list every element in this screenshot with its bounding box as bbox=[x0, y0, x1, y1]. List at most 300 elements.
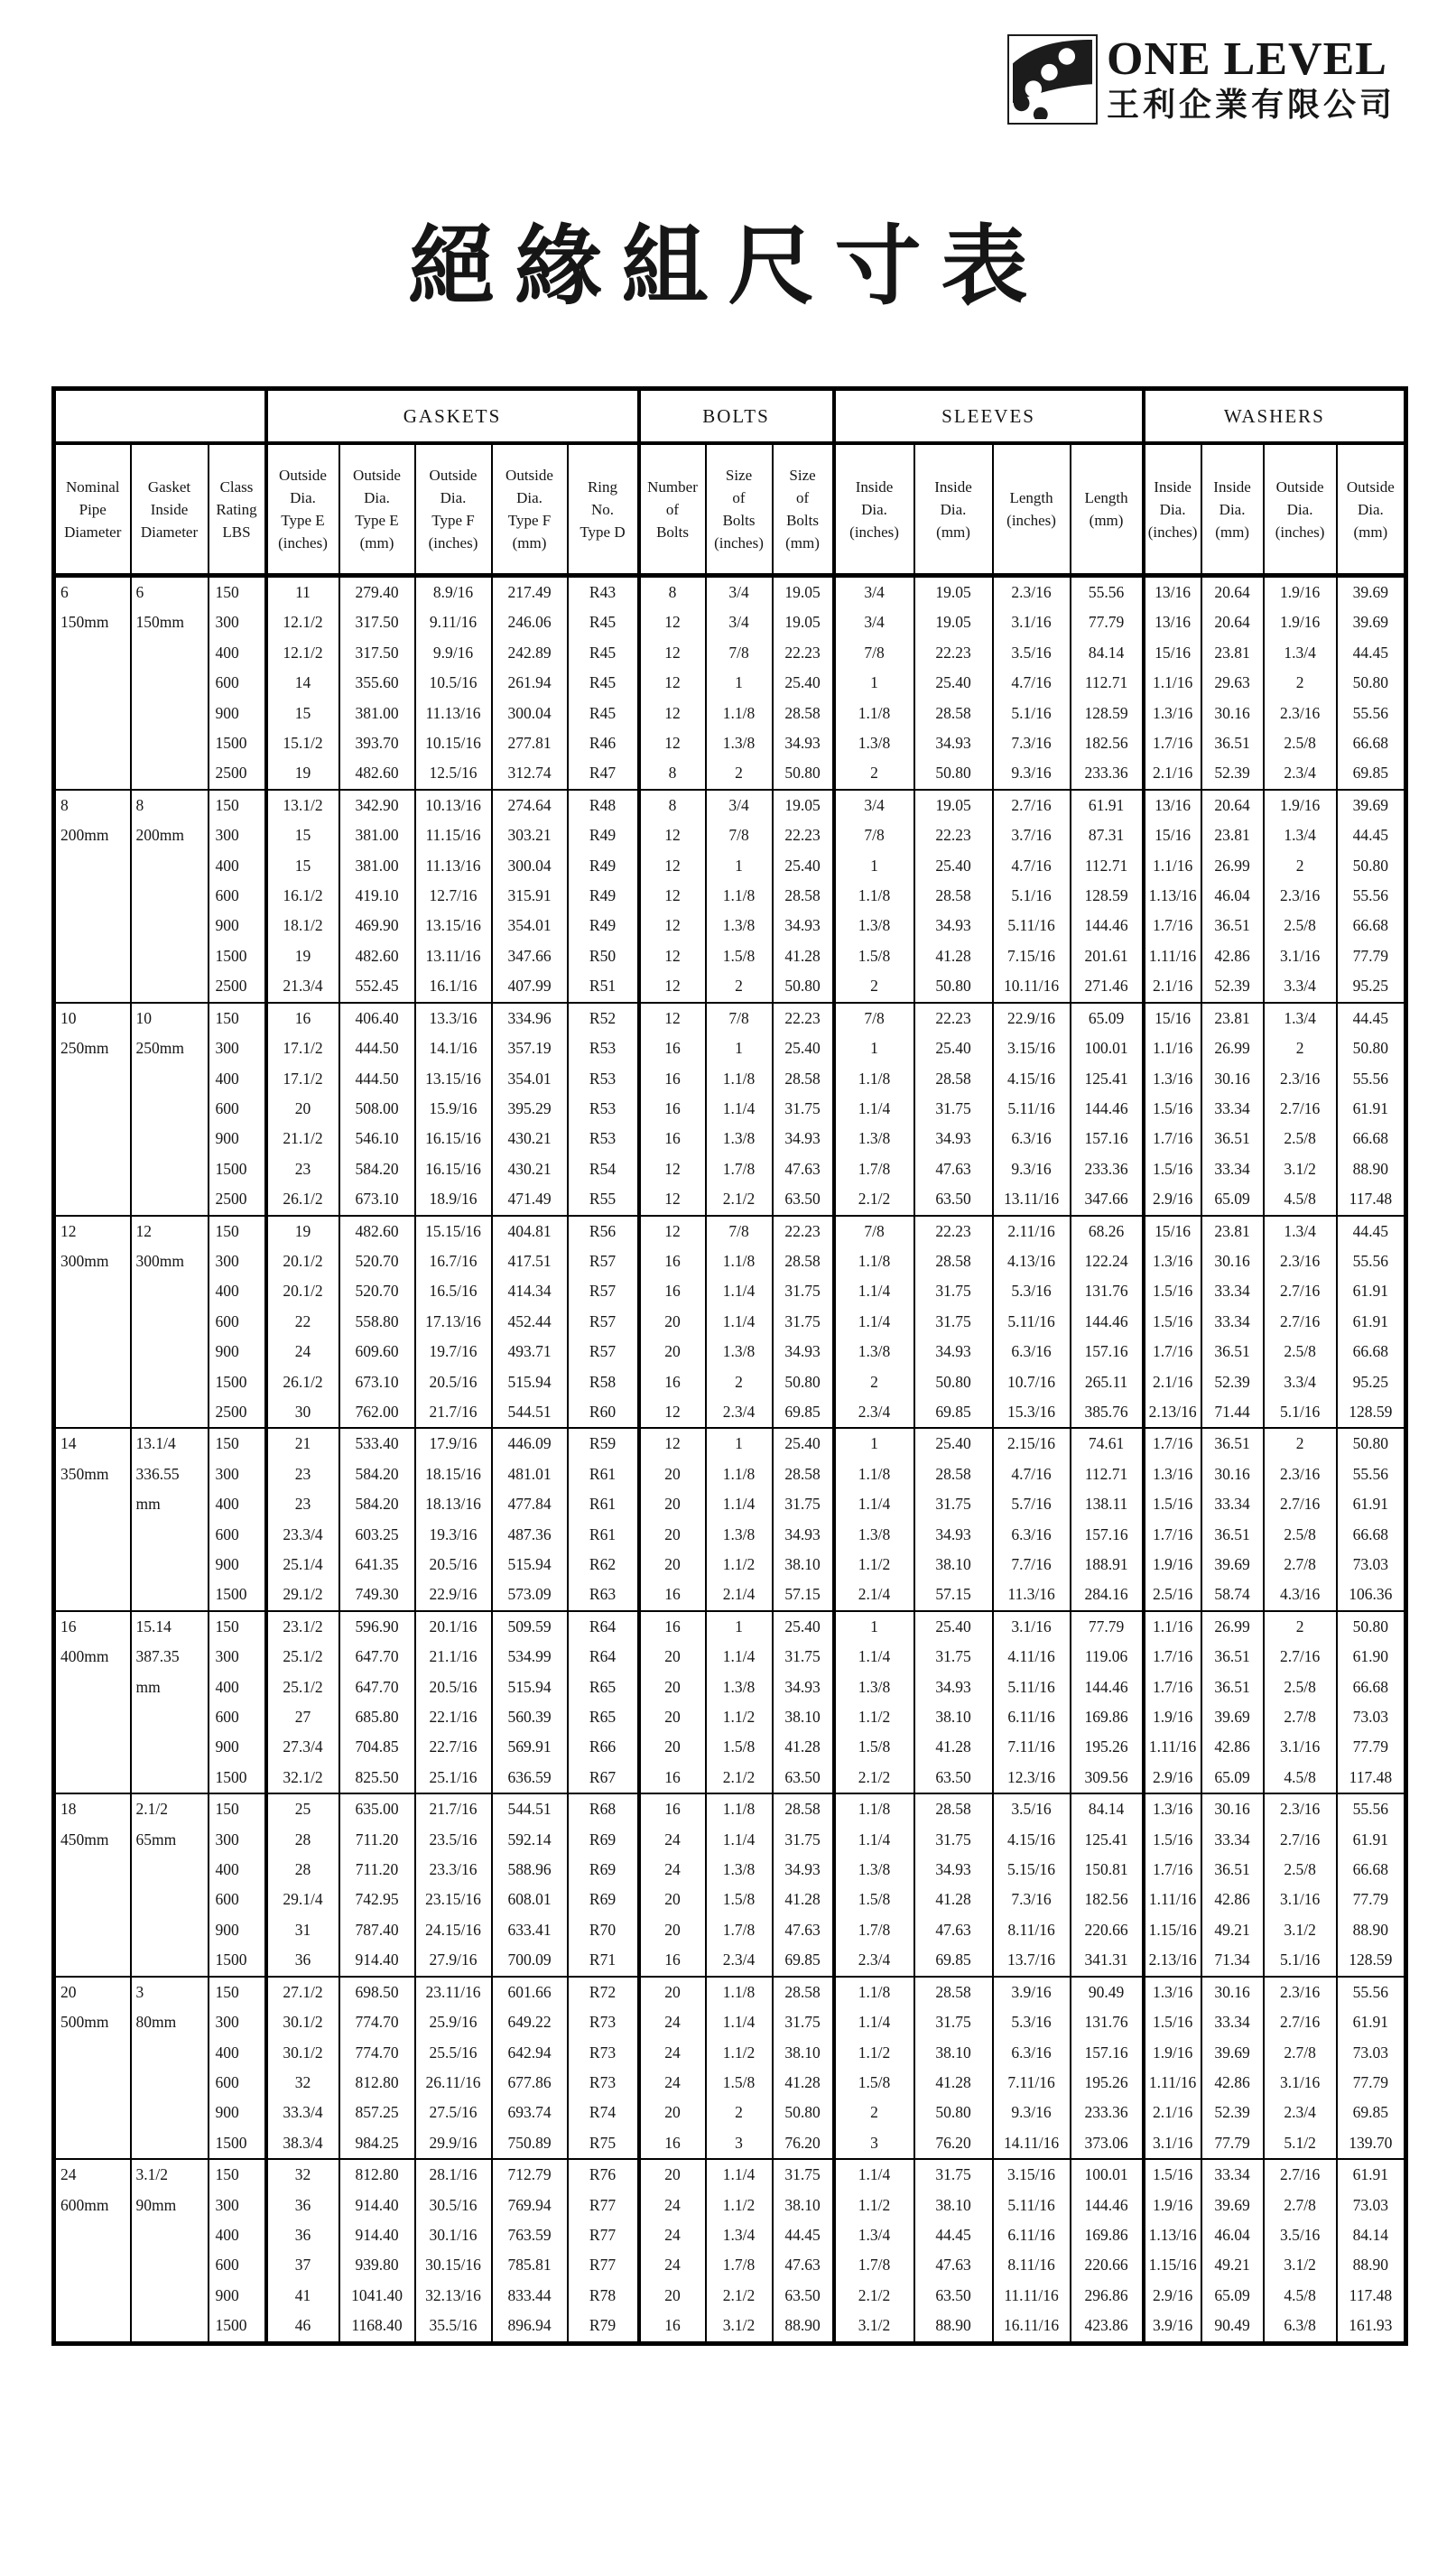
cell-value: 1.5/8 bbox=[858, 1890, 891, 1909]
cell-value: 22.23 bbox=[784, 826, 821, 845]
cell-value: 20 bbox=[664, 2285, 681, 2304]
cell-value: 400 bbox=[215, 1860, 239, 1879]
insulation-kit-dimension-table bbox=[51, 386, 1408, 2346]
cell-value: 1.3/16 bbox=[1152, 1251, 1193, 1270]
cell-value: R59 bbox=[589, 1434, 617, 1453]
cell-value: 584.20 bbox=[355, 1464, 399, 1483]
cell-value: 41.28 bbox=[935, 2072, 971, 2091]
column-header-line: Nominal bbox=[66, 477, 120, 496]
cell-value: 15.15/16 bbox=[425, 1221, 481, 1240]
cell-value: 32.1/2 bbox=[283, 1767, 323, 1786]
cell-value: 20 bbox=[664, 1677, 681, 1696]
cell-value: 8.11/16 bbox=[1007, 2256, 1055, 2275]
cell-value: 500mm bbox=[60, 2013, 109, 2032]
cell-value: 10.7/16 bbox=[1007, 1372, 1056, 1391]
column-header bbox=[1337, 443, 1406, 576]
cell-value: 157.16 bbox=[1084, 1342, 1128, 1361]
column-header-line: Dia. bbox=[290, 489, 316, 506]
column-header-line: Inside bbox=[934, 477, 972, 496]
cell-value: 400 bbox=[215, 856, 239, 875]
data-cell bbox=[1144, 1428, 1201, 1610]
column-header-line: Rating bbox=[216, 500, 257, 518]
cell-value: 50.80 bbox=[784, 764, 821, 783]
cell-value: R61 bbox=[589, 1464, 617, 1483]
data-cell bbox=[1144, 2159, 1201, 2343]
cell-value: 3/4 bbox=[864, 795, 885, 814]
column-header-line: Outside bbox=[353, 467, 401, 484]
cell-value: 10.11/16 bbox=[1004, 977, 1060, 996]
cell-value: 1500 bbox=[215, 734, 247, 753]
cell-value: 649.22 bbox=[507, 2013, 552, 2032]
cell-value: 601.66 bbox=[507, 1982, 552, 2001]
cell-value: 33.34 bbox=[1214, 1098, 1250, 1117]
cell-value: 38.10 bbox=[784, 2043, 821, 2062]
cell-value: 300 bbox=[215, 1039, 239, 1058]
cell-value: 20 bbox=[664, 1920, 681, 1939]
cell-value: mm bbox=[135, 1677, 161, 1696]
cell-value: 21.1/2 bbox=[283, 1129, 323, 1148]
cell-value: 8 bbox=[135, 795, 144, 814]
cell-value: 12 bbox=[664, 886, 681, 905]
cell-value: 3.15/16 bbox=[1007, 1039, 1056, 1058]
data-cell bbox=[639, 1793, 706, 1976]
cell-value: 33.34 bbox=[1214, 1495, 1250, 1514]
cell-value: 400 bbox=[215, 1282, 239, 1301]
cell-value: R60 bbox=[589, 1402, 617, 1421]
cell-value: 2.7/8 bbox=[1284, 1708, 1316, 1727]
cell-value: R77 bbox=[589, 2256, 617, 2275]
cell-value: 900 bbox=[215, 1129, 239, 1148]
cell-value: 600 bbox=[215, 1890, 239, 1909]
cell-value: 704.85 bbox=[355, 1737, 399, 1756]
cell-value: 50.80 bbox=[784, 2103, 821, 2122]
company-logo bbox=[1007, 34, 1396, 125]
class-rating-cell bbox=[209, 1793, 266, 1976]
cell-value: 73.03 bbox=[1352, 1555, 1389, 1573]
cell-value: 2.5/8 bbox=[1284, 1677, 1316, 1696]
cell-value: 20 bbox=[294, 1098, 311, 1117]
cell-value: 24 bbox=[664, 2072, 681, 2091]
cell-value: 12.3/16 bbox=[1007, 1767, 1056, 1786]
cell-value: 24 bbox=[664, 2043, 681, 2062]
cell-value: 2500 bbox=[215, 1402, 247, 1421]
cell-value: 28.58 bbox=[935, 1982, 971, 2001]
data-cell bbox=[639, 1003, 706, 1216]
column-header-line: Bolts bbox=[656, 523, 689, 541]
cell-value: 509.59 bbox=[507, 1617, 552, 1635]
cell-value: 18.13/16 bbox=[425, 1495, 481, 1514]
cell-value: 12 bbox=[664, 1434, 681, 1453]
data-cell bbox=[1201, 576, 1264, 790]
cell-value: 1.1/4 bbox=[858, 2013, 891, 2032]
cell-value: 15.1/2 bbox=[283, 734, 323, 753]
cell-value: 3.5/16 bbox=[1279, 2225, 1321, 2244]
cell-value: 30.16 bbox=[1214, 1464, 1250, 1483]
cell-value: 400 bbox=[215, 1495, 239, 1514]
data-cell bbox=[993, 1216, 1071, 1429]
cell-value: 2.3/4 bbox=[858, 1951, 891, 1969]
cell-value: 22.23 bbox=[784, 1008, 821, 1027]
cell-value: 2.3/16 bbox=[1011, 583, 1052, 601]
cell-value: 12 bbox=[664, 613, 681, 632]
data-cell bbox=[415, 1793, 492, 1976]
cell-value: 487.36 bbox=[507, 1524, 552, 1543]
cell-value: 34.93 bbox=[935, 734, 971, 753]
cell-value: 774.70 bbox=[355, 2013, 399, 2032]
cell-value: 22 bbox=[294, 1311, 311, 1330]
cell-value: 452.44 bbox=[507, 1311, 552, 1330]
cell-value: 41.28 bbox=[935, 1890, 971, 1909]
cell-value: 2.3/4 bbox=[722, 1951, 756, 1969]
cell-value: 22.23 bbox=[935, 1221, 971, 1240]
cell-value: 896.94 bbox=[507, 2316, 552, 2335]
cell-value: 4.11/16 bbox=[1007, 1647, 1055, 1666]
cell-value: 407.99 bbox=[507, 977, 552, 996]
data-cell bbox=[706, 1216, 773, 1429]
cell-value: 1 bbox=[870, 856, 878, 875]
cell-value: 28.58 bbox=[784, 1069, 821, 1088]
cell-value: 3 bbox=[870, 2133, 878, 2152]
cell-value: 57.15 bbox=[784, 1585, 821, 1604]
cell-value: 914.40 bbox=[355, 2195, 399, 2214]
cell-value: 10.5/16 bbox=[429, 673, 478, 692]
cell-value: 125.41 bbox=[1084, 1069, 1128, 1088]
cell-value: 533.40 bbox=[355, 1434, 399, 1453]
cell-value: 3.1/2 bbox=[858, 2316, 891, 2335]
cell-value: R69 bbox=[589, 1830, 617, 1849]
cell-value: 46 bbox=[294, 2316, 311, 2335]
cell-value: 47.63 bbox=[784, 2256, 821, 2275]
cell-value: 4.7/16 bbox=[1011, 673, 1052, 692]
column-header bbox=[131, 443, 209, 576]
cell-value: 482.60 bbox=[355, 946, 399, 965]
cell-value: R47 bbox=[589, 764, 617, 783]
cell-value: 1.1/2 bbox=[858, 1555, 891, 1573]
data-cell bbox=[1071, 1977, 1144, 2159]
cell-value: 300mm bbox=[135, 1251, 184, 1270]
cell-value: 122.24 bbox=[1084, 1251, 1128, 1270]
column-header bbox=[706, 443, 773, 576]
cell-value: 11.13/16 bbox=[425, 856, 481, 875]
cell-value: 1.1/2 bbox=[858, 1708, 891, 1727]
corner-cell bbox=[54, 389, 266, 444]
cell-value: 9.9/16 bbox=[432, 643, 474, 662]
cell-value: 2.3/16 bbox=[1279, 1982, 1321, 2001]
cell-value: 1.13/16 bbox=[1148, 2225, 1197, 2244]
cell-value: 984.25 bbox=[355, 2133, 399, 2152]
data-cell bbox=[266, 2159, 339, 2343]
cell-value: R49 bbox=[589, 916, 617, 935]
cell-value: 44.45 bbox=[1352, 826, 1389, 845]
cell-value: 23.81 bbox=[1214, 1008, 1250, 1027]
cell-value: 7/8 bbox=[864, 1008, 885, 1027]
cell-value: 33.3/4 bbox=[283, 2103, 323, 2122]
cell-value: 139.70 bbox=[1349, 2133, 1393, 2152]
cell-value: 1.1/8 bbox=[858, 1069, 891, 1088]
cell-value: 2.1/16 bbox=[1152, 764, 1193, 783]
cell-value: 34.93 bbox=[935, 1129, 971, 1148]
cell-value: 1.7/16 bbox=[1152, 1342, 1193, 1361]
cell-value: 2.7/16 bbox=[1279, 2165, 1321, 2184]
cell-value: 482.60 bbox=[355, 1221, 399, 1240]
cell-value: 33.34 bbox=[1214, 2165, 1250, 2184]
cell-value: 25.40 bbox=[784, 856, 821, 875]
cell-value: 61.91 bbox=[1352, 1311, 1389, 1330]
cell-value: 5.11/16 bbox=[1007, 2195, 1055, 2214]
cell-value: 5.1/2 bbox=[1284, 2133, 1316, 2152]
cell-value: 4.15/16 bbox=[1007, 1069, 1056, 1088]
cell-value: 150 bbox=[215, 1221, 239, 1240]
cell-value: 112.71 bbox=[1084, 856, 1128, 875]
cell-value: 1.9/16 bbox=[1152, 2043, 1193, 2062]
data-cell bbox=[339, 1611, 415, 1793]
cell-value: 1.3/4 bbox=[1284, 1008, 1316, 1027]
cell-value: 22.23 bbox=[935, 643, 971, 662]
cell-value: 1.9/16 bbox=[1279, 795, 1321, 814]
data-cell bbox=[339, 576, 415, 790]
cell-value: 12 bbox=[664, 856, 681, 875]
cell-value: 28 bbox=[294, 1860, 311, 1879]
cell-value: 30.5/16 bbox=[429, 2195, 478, 2214]
cell-value: 28.58 bbox=[935, 886, 971, 905]
cell-value: 2.9/16 bbox=[1152, 1767, 1193, 1786]
cell-value: 26.11/16 bbox=[425, 2072, 481, 2091]
cell-value: 8 bbox=[668, 795, 677, 814]
nominal-pipe-diameter-cell bbox=[54, 1977, 131, 2159]
cell-value: 30.1/2 bbox=[283, 2013, 323, 2032]
cell-value: R65 bbox=[589, 1708, 617, 1727]
cell-value: 61.91 bbox=[1352, 1495, 1389, 1514]
cell-value: 19.05 bbox=[935, 613, 971, 632]
cell-value: 636.59 bbox=[507, 1767, 552, 1786]
cell-value: 400 bbox=[215, 643, 239, 662]
cell-value: 150.81 bbox=[1084, 1860, 1128, 1879]
cell-value: 2.5/8 bbox=[1284, 1860, 1316, 1879]
column-header-line: (mm) bbox=[1353, 523, 1388, 541]
cell-value: 49.21 bbox=[1214, 2256, 1250, 2275]
cell-value: 1.7/16 bbox=[1152, 1524, 1193, 1543]
cell-value: 2.7/16 bbox=[1279, 1830, 1321, 1849]
cell-value: R53 bbox=[589, 1039, 617, 1058]
cell-value: 37 bbox=[294, 2256, 311, 2275]
data-cell bbox=[1264, 1611, 1337, 1793]
cell-value: 23.81 bbox=[1214, 643, 1250, 662]
cell-value: 25.40 bbox=[784, 673, 821, 692]
cell-value: 1.3/4 bbox=[1284, 826, 1316, 845]
cell-value: 4.5/8 bbox=[1284, 1190, 1316, 1209]
cell-value: 22.23 bbox=[935, 826, 971, 845]
cell-value: 785.81 bbox=[507, 2256, 552, 2275]
cell-value: 515.94 bbox=[507, 1677, 552, 1696]
cell-value: 1.1/2 bbox=[858, 2195, 891, 2214]
cell-value: 534.99 bbox=[507, 1647, 552, 1666]
cell-value: 2.1/4 bbox=[722, 1585, 756, 1604]
cell-value: 150 bbox=[215, 795, 239, 814]
data-cell bbox=[639, 1611, 706, 1793]
cell-value: 24 bbox=[60, 2165, 77, 2184]
cell-value: 31.75 bbox=[784, 2165, 821, 2184]
cell-value: 481.01 bbox=[507, 1464, 552, 1483]
data-cell bbox=[266, 1611, 339, 1793]
cell-value: 20 bbox=[664, 1464, 681, 1483]
cell-value: R57 bbox=[589, 1282, 617, 1301]
cell-value: 3.9/16 bbox=[1152, 2316, 1193, 2335]
cell-value: 61.90 bbox=[1352, 1647, 1389, 1666]
cell-value: 27.5/16 bbox=[429, 2103, 478, 2122]
cell-value: 8 bbox=[60, 795, 69, 814]
cell-value: 24 bbox=[664, 2013, 681, 2032]
cell-value: 77.79 bbox=[1088, 613, 1125, 632]
cell-value: R69 bbox=[589, 1860, 617, 1879]
data-cell bbox=[706, 2159, 773, 2343]
cell-value: R77 bbox=[589, 2225, 617, 2244]
cell-value: 900 bbox=[215, 2285, 239, 2304]
cell-value: 25.5/16 bbox=[429, 2043, 478, 2062]
cell-value: 17.9/16 bbox=[429, 1434, 478, 1453]
column-header-line: Type F bbox=[507, 512, 552, 529]
cell-value: 1.7/16 bbox=[1152, 1860, 1193, 1879]
data-cell bbox=[1201, 790, 1264, 1003]
cell-value: 144.46 bbox=[1084, 1677, 1128, 1696]
data-cell bbox=[706, 1003, 773, 1216]
cell-value: 3.1/16 bbox=[1279, 1890, 1321, 1909]
cell-value: R63 bbox=[589, 1585, 617, 1604]
nominal-pipe-diameter-cell bbox=[54, 2159, 131, 2343]
cell-value: 1 bbox=[735, 856, 743, 875]
column-header-line: Dia. bbox=[940, 500, 967, 518]
cell-value: 15 bbox=[294, 826, 311, 845]
nominal-pipe-diameter-cell bbox=[54, 1428, 131, 1610]
data-cell bbox=[639, 1977, 706, 2159]
column-header-line: (inches) bbox=[849, 523, 899, 541]
class-rating-cell bbox=[209, 1003, 266, 1216]
data-cell bbox=[773, 1428, 834, 1610]
data-cell bbox=[1201, 1611, 1264, 1793]
cell-value: 3 bbox=[135, 1982, 144, 2001]
cell-value: 1.9/16 bbox=[1152, 1708, 1193, 1727]
cell-value: 11 bbox=[295, 583, 311, 601]
cell-value: 1.1/8 bbox=[858, 703, 891, 722]
column-header-line: Ring bbox=[587, 477, 618, 496]
cell-value: R73 bbox=[589, 2072, 617, 2091]
cell-value: 30.16 bbox=[1214, 703, 1250, 722]
cell-value: R43 bbox=[589, 583, 617, 601]
cell-value: 1.3/4 bbox=[858, 2225, 891, 2244]
cell-value: 515.94 bbox=[507, 1372, 552, 1391]
cell-value: 5.11/16 bbox=[1007, 1311, 1055, 1330]
cell-value: 2.1/4 bbox=[858, 1585, 891, 1604]
cell-value: 112.71 bbox=[1084, 1464, 1128, 1483]
cell-value: 36.51 bbox=[1214, 1434, 1250, 1453]
cell-value: 39.69 bbox=[1352, 795, 1389, 814]
cell-value: 4.3/16 bbox=[1279, 1585, 1321, 1604]
cell-value: 1.1/4 bbox=[858, 1647, 891, 1666]
cell-value: 50.80 bbox=[1352, 673, 1389, 692]
data-cell bbox=[266, 1793, 339, 1976]
column-header-line: (inches) bbox=[278, 534, 328, 551]
column-header-line: Inside bbox=[150, 500, 189, 518]
data-cell bbox=[1071, 1003, 1144, 1216]
column-header-line: (mm) bbox=[512, 534, 547, 551]
cell-value: 22.23 bbox=[935, 1008, 971, 1027]
cell-value: 3.1/16 bbox=[1011, 1617, 1052, 1635]
cell-value: 144.46 bbox=[1084, 1098, 1128, 1117]
cell-value: R74 bbox=[589, 2103, 617, 2122]
cell-value: 50.80 bbox=[1352, 1039, 1389, 1058]
cell-value: 712.79 bbox=[507, 2165, 552, 2184]
gasket-inside-diameter-cell bbox=[131, 576, 209, 790]
data-cell bbox=[339, 1003, 415, 1216]
cell-value: 3.15/16 bbox=[1007, 2165, 1056, 2184]
cell-value: 12.5/16 bbox=[429, 764, 478, 783]
cell-value: 12 bbox=[664, 673, 681, 692]
cell-value: 1.5/8 bbox=[858, 2072, 891, 2091]
cell-value: 15.14 bbox=[135, 1617, 172, 1635]
cell-value: 1.3/8 bbox=[722, 1860, 756, 1879]
logo-company-name: ONE LEVEL bbox=[1107, 33, 1387, 85]
data-cell bbox=[568, 1977, 639, 2159]
cell-value: 150 bbox=[215, 1617, 239, 1635]
cell-value: 10.15/16 bbox=[425, 734, 481, 753]
column-header-line: Dia. bbox=[1357, 500, 1384, 518]
cell-value: 28.58 bbox=[935, 1251, 971, 1270]
cell-value: 414.34 bbox=[507, 1282, 552, 1301]
cell-value: R45 bbox=[589, 613, 617, 632]
data-cell bbox=[834, 1216, 914, 1429]
class-rating-cell bbox=[209, 1428, 266, 1610]
cell-value: 1.3/8 bbox=[722, 1677, 756, 1696]
cell-value: 600 bbox=[215, 2072, 239, 2091]
cell-value: 29.1/4 bbox=[283, 1890, 323, 1909]
cell-value: 28 bbox=[294, 1830, 311, 1849]
column-header-line: Dia. bbox=[1159, 500, 1186, 518]
table-head bbox=[54, 389, 1406, 576]
cell-value: 20 bbox=[664, 1524, 681, 1543]
cell-value: 25 bbox=[294, 1800, 311, 1819]
cell-value: 26.99 bbox=[1214, 856, 1250, 875]
cell-value: 635.00 bbox=[355, 1800, 399, 1819]
data-cell bbox=[568, 790, 639, 1003]
cell-value: 2.3/16 bbox=[1279, 1251, 1321, 1270]
cell-value: 28.58 bbox=[784, 703, 821, 722]
cell-value: R57 bbox=[589, 1342, 617, 1361]
cell-value: 22.23 bbox=[784, 643, 821, 662]
cell-value: 698.50 bbox=[355, 1982, 399, 2001]
cell-value: 5.11/16 bbox=[1007, 1677, 1055, 1696]
cell-value: 66.68 bbox=[1352, 916, 1389, 935]
cell-value: 28.58 bbox=[784, 886, 821, 905]
cell-value: 1 bbox=[735, 673, 743, 692]
cell-value: 1.1/8 bbox=[722, 1251, 756, 1270]
cell-value: 2 bbox=[1295, 673, 1304, 692]
cell-value: 6.11/16 bbox=[1007, 2225, 1055, 2244]
column-header-line: Outside bbox=[1275, 477, 1324, 496]
cell-value: 2.5/8 bbox=[1284, 1524, 1316, 1543]
cell-value: 1.5/16 bbox=[1152, 1311, 1193, 1330]
column-header-line: of bbox=[732, 489, 746, 506]
cell-value: 20.1/2 bbox=[283, 1251, 323, 1270]
data-cell bbox=[1201, 1428, 1264, 1610]
class-rating-cell bbox=[209, 790, 266, 1003]
cell-value: 42.86 bbox=[1214, 2072, 1250, 2091]
cell-value: 150 bbox=[215, 1008, 239, 1027]
cell-value: 150mm bbox=[60, 613, 109, 632]
cell-value: 6 bbox=[135, 583, 144, 601]
cell-value: 15/16 bbox=[1155, 643, 1192, 662]
column-header bbox=[415, 443, 492, 576]
cell-value: 3.1/16 bbox=[1279, 2072, 1321, 2091]
cell-value: 300 bbox=[215, 2195, 239, 2214]
